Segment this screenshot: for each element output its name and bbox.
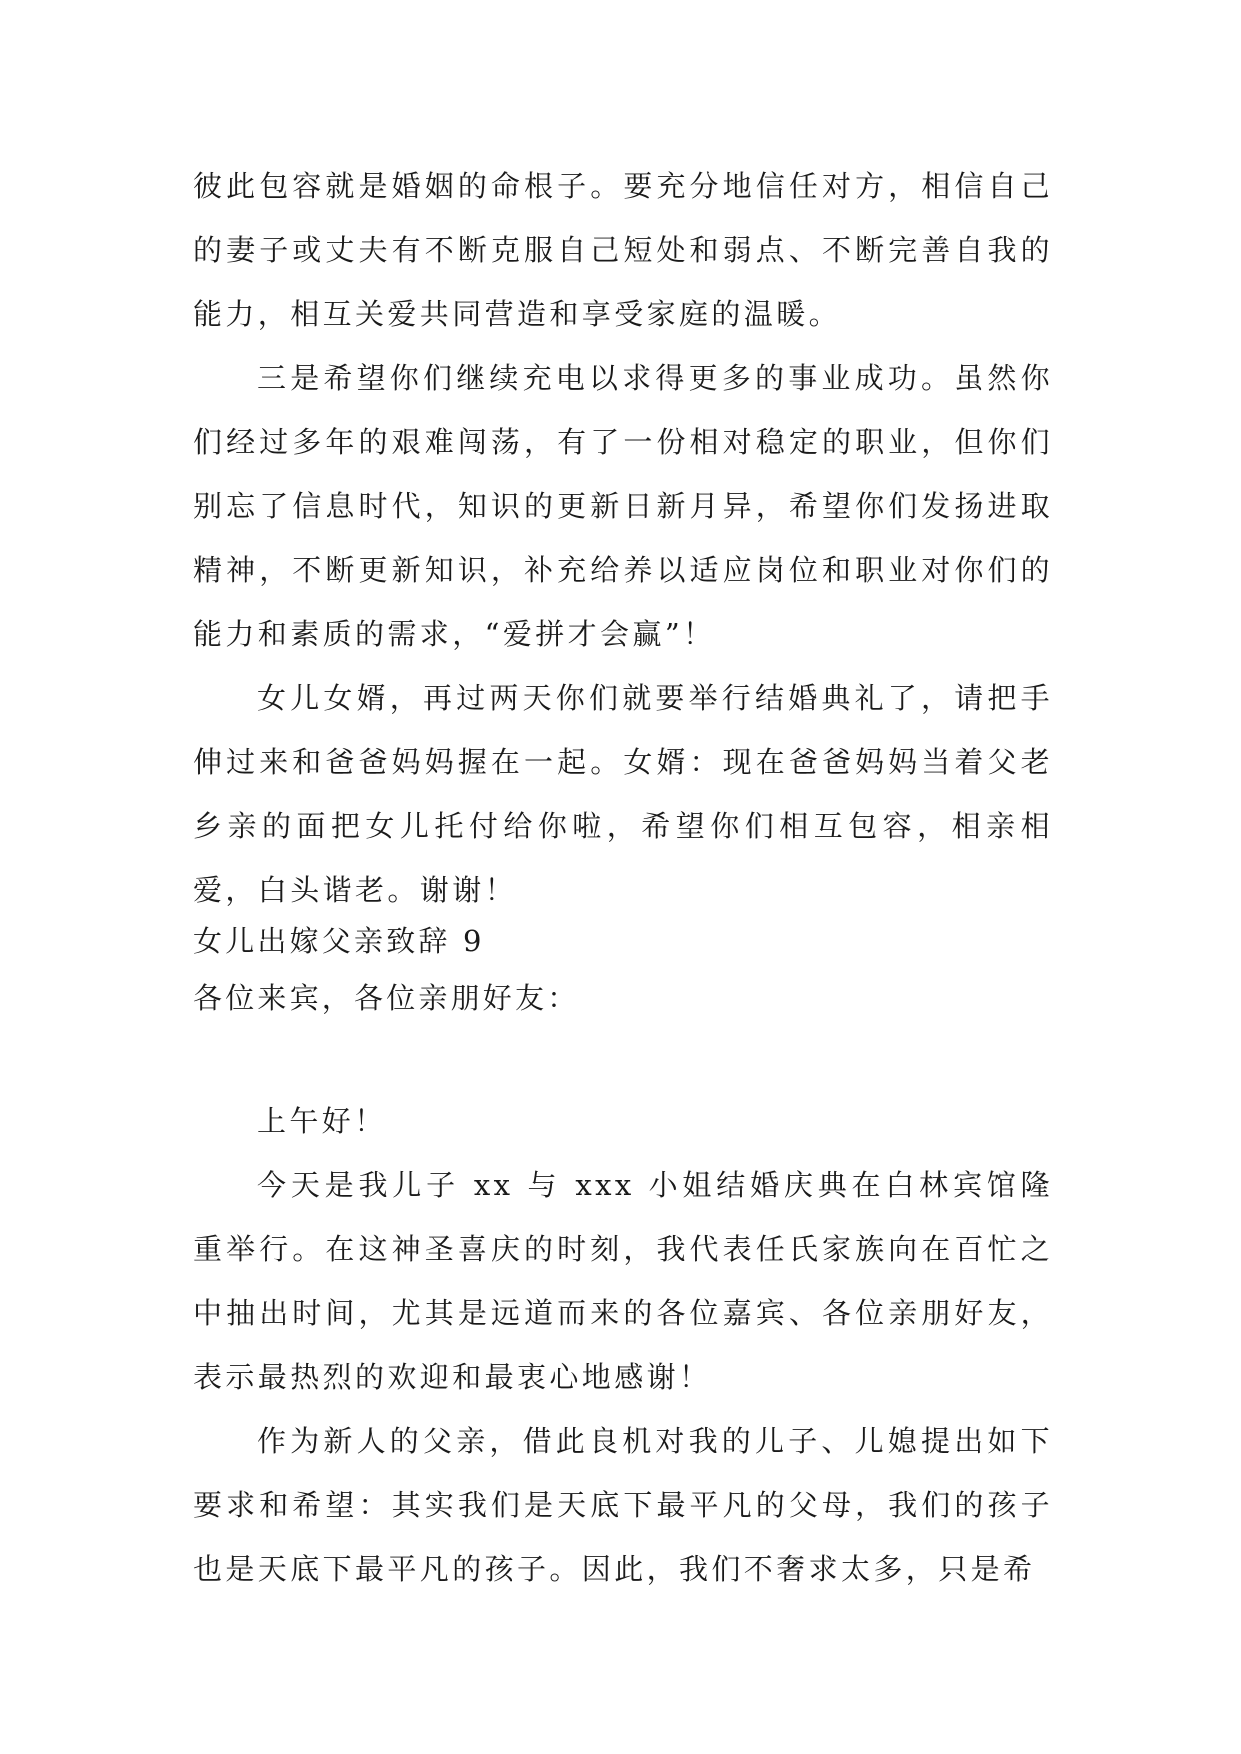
body-text-top — [193, 154, 1053, 922]
paragraph-4: 今天是我儿子 xx 与 xxx 小姐结婚庆典在白林宾馆隆重举行。在这神圣喜庆的时刻，我代表任氏家族向在百忙之中抽出时间，尤其是远道而来的各位嘉宾、各位亲朋好友，表示最热烈的欢迎和最衷心地感谢！ — [193, 1168, 1053, 1394]
section-header — [193, 909, 1053, 973]
section-title: 女儿出嫁父亲致辞 9 — [193, 924, 485, 958]
paragraph-greeting: 上午好！ — [257, 1104, 387, 1138]
salutation-block — [193, 966, 1053, 1030]
paragraph-2: 三是希望你们继续充电以求得更多的事业成功。虽然你们经过多年的艰难闯荡，有了一份相对稳定的职业，但你们别忘了信息时代，知识的更新日新月异，希望你们发扬进取精神，不断更新知识，补充给养以适应岗位和职业对你们的能力和素质的需求，“爱拼才会赢”！ — [193, 361, 1053, 651]
paragraph-5: 作为新人的父亲，借此良机对我的儿子、儿媳提出如下要求和希望：其实我们是天底下最平凡的父母，我们的孩子也是天底下最平凡的孩子。因此，我们不奢求太多，只是希 — [193, 1424, 1053, 1586]
body-text-bottom — [193, 1089, 1053, 1601]
paragraph-1: 彼此包容就是婚姻的命根子。要充分地信任对方，相信自己的妻子或丈夫有不断克服自己短处和弱点、不断完善自我的能力，相互关爱共同营造和享受家庭的温暖。 — [193, 169, 1053, 331]
salutation: 各位来宾，各位亲朋好友： — [193, 981, 580, 1015]
paragraph-3: 女儿女婿，再过两天你们就要举行结婚典礼了，请把手伸过来和爸爸妈妈握在一起。女婿：现在爸爸妈妈当着父老乡亲的面把女儿托付给你啦，希望你们相互包容，相亲相爱，白头谐老。谢谢！ — [193, 681, 1053, 907]
